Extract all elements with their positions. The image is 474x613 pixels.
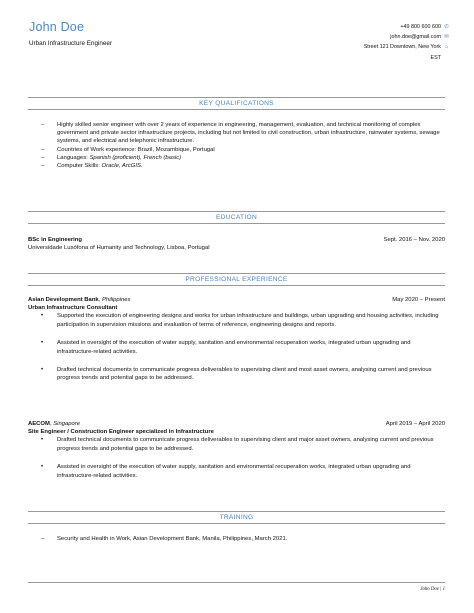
timezone: EST <box>430 54 441 61</box>
list-item: • Supported the execution of engineering designs and works for urban infrastructure and buildings, urban upgrading and housing activities, including participation in supervision missions and evaluation of terms of reference, engineering designs and reports. <box>41 313 439 328</box>
contact-block <box>364 22 441 63</box>
job-entry: Asian Development Bank, Philippines May 2020 – Present Urban Infrastructure Consultant • Supported the execution of engineering designs and works for urban infrastructure and buildings, urban upgrading and housing activities, including participation in supervision missions and evaluation of terms of reference, engineering designs and reports. • Assisted in oversight of the execution of water supply, sanitation and environmental recuperation works, integrated urban upgrading and infrastructure-related activities. • Drafted technical documents to communicate progress deliverables to supervising client and most asset owners, analysing current and previous progress trends and potential gaps to be addressed. <box>28 297 445 382</box>
list-item: – Highly skilled senior engineer with over 2 years of experience in engineering, management, evaluation, and technical monitoring of complex government and private sector infrastructure projects, including but not limited to civil construction, urban infrastructure, rainwater systems, sewage systems, and electrical and telephonic infrastructure. <box>41 122 440 145</box>
job-location: Singapore <box>53 421 81 427</box>
header-identity <box>29 20 112 47</box>
phone-number: +49 800 600 600 <box>400 24 441 30</box>
section-heading-education: EDUCATION <box>28 211 445 224</box>
list-item: – Languages: Spanish (proficient), French (basic) <box>41 154 182 161</box>
list-item: – Security and Health in Work, Asian Development Bank, Manila, Philippines, March 2021. <box>41 536 288 542</box>
person-name: John Doe <box>29 20 85 34</box>
job-role: Site Engineer / Construction Engineer specialized in Infrastructure <box>28 429 214 436</box>
education-dates: Sept. 2016 – Nov. 2020 <box>383 237 445 243</box>
qualifications-list <box>28 121 445 170</box>
employer: Asian Development Bank <box>28 297 99 303</box>
job-location: Philippines <box>102 297 131 303</box>
training-list <box>28 535 445 543</box>
phone-icon: ✆ <box>444 24 449 30</box>
location-icon: ⌂ <box>444 44 449 51</box>
list-item: • Assisted in oversight of the execution of water supply, sanitation and environmental recuperation works, integrated urban upgrading and infrastructure-related activities. <box>41 464 411 479</box>
section-heading-experience: PROFESSIONAL EXPERIENCE <box>28 273 445 286</box>
list-item: • Drafted technical documents to communicate progress deliverables to supervising client and most asset owners, analysing current and previous progress trends and potential gaps to be addressed. <box>41 367 432 382</box>
job-dates: April 2019 – April 2020 <box>385 421 445 427</box>
education-entry <box>28 236 445 252</box>
list-item: • Drafted technical documents to communicate progress deliverables to supervising client and major asset owners, analysing current and previous progress trends and potential gaps to be addressed. <box>41 437 434 452</box>
footer-divider <box>28 582 445 583</box>
degree: BSc in Engineering <box>28 237 83 243</box>
job-title: Urban Infrastructure Engineer <box>29 40 112 47</box>
section-heading-qualifications: KEY QUALIFICATIONS <box>28 97 445 110</box>
page-footer: John Doe | 1 <box>420 587 445 592</box>
job-entry: AECOM, Singapore April 2019 – April 2020 Site Engineer / Construction Engineer specialized in Infrastructure • Drafted technical documents to communicate progress deliverables to supervising client and major asset owners, analysing current and previous progress trends and potential gaps to be addressed. • Assisted in oversight of the execution of water supply, sanitation and environmental recuperation works, integrated urban upgrading and infrastructure-related activities. <box>28 421 445 479</box>
email-address: john.doe@gmail.com <box>390 34 441 41</box>
email-icon: ✉ <box>444 34 449 41</box>
list-item: • Assisted in oversight of the execution of water supply, sanitation and environmental recuperation works, integrated urban upgrading and infrastructure-related activities. <box>41 340 411 355</box>
street-address: Street 121 Downtown, New York <box>363 44 441 51</box>
section-heading-training: TRAINING <box>28 511 445 524</box>
employer: AECOM <box>28 421 50 427</box>
school: Universidade Lusófona of Humanity and Technology, Lisboa, Portugal <box>28 245 210 252</box>
list-item: – Computer Skills: Oracle, ArcGIS. <box>41 163 143 170</box>
contact-icons <box>443 22 450 53</box>
job-role: Urban Infrastructure Consultant <box>28 305 118 312</box>
job-dates: May 2020 – Present <box>392 297 445 303</box>
list-item: – Countries of Work experience: Brazil, Mozambique, Portugal <box>41 146 215 153</box>
